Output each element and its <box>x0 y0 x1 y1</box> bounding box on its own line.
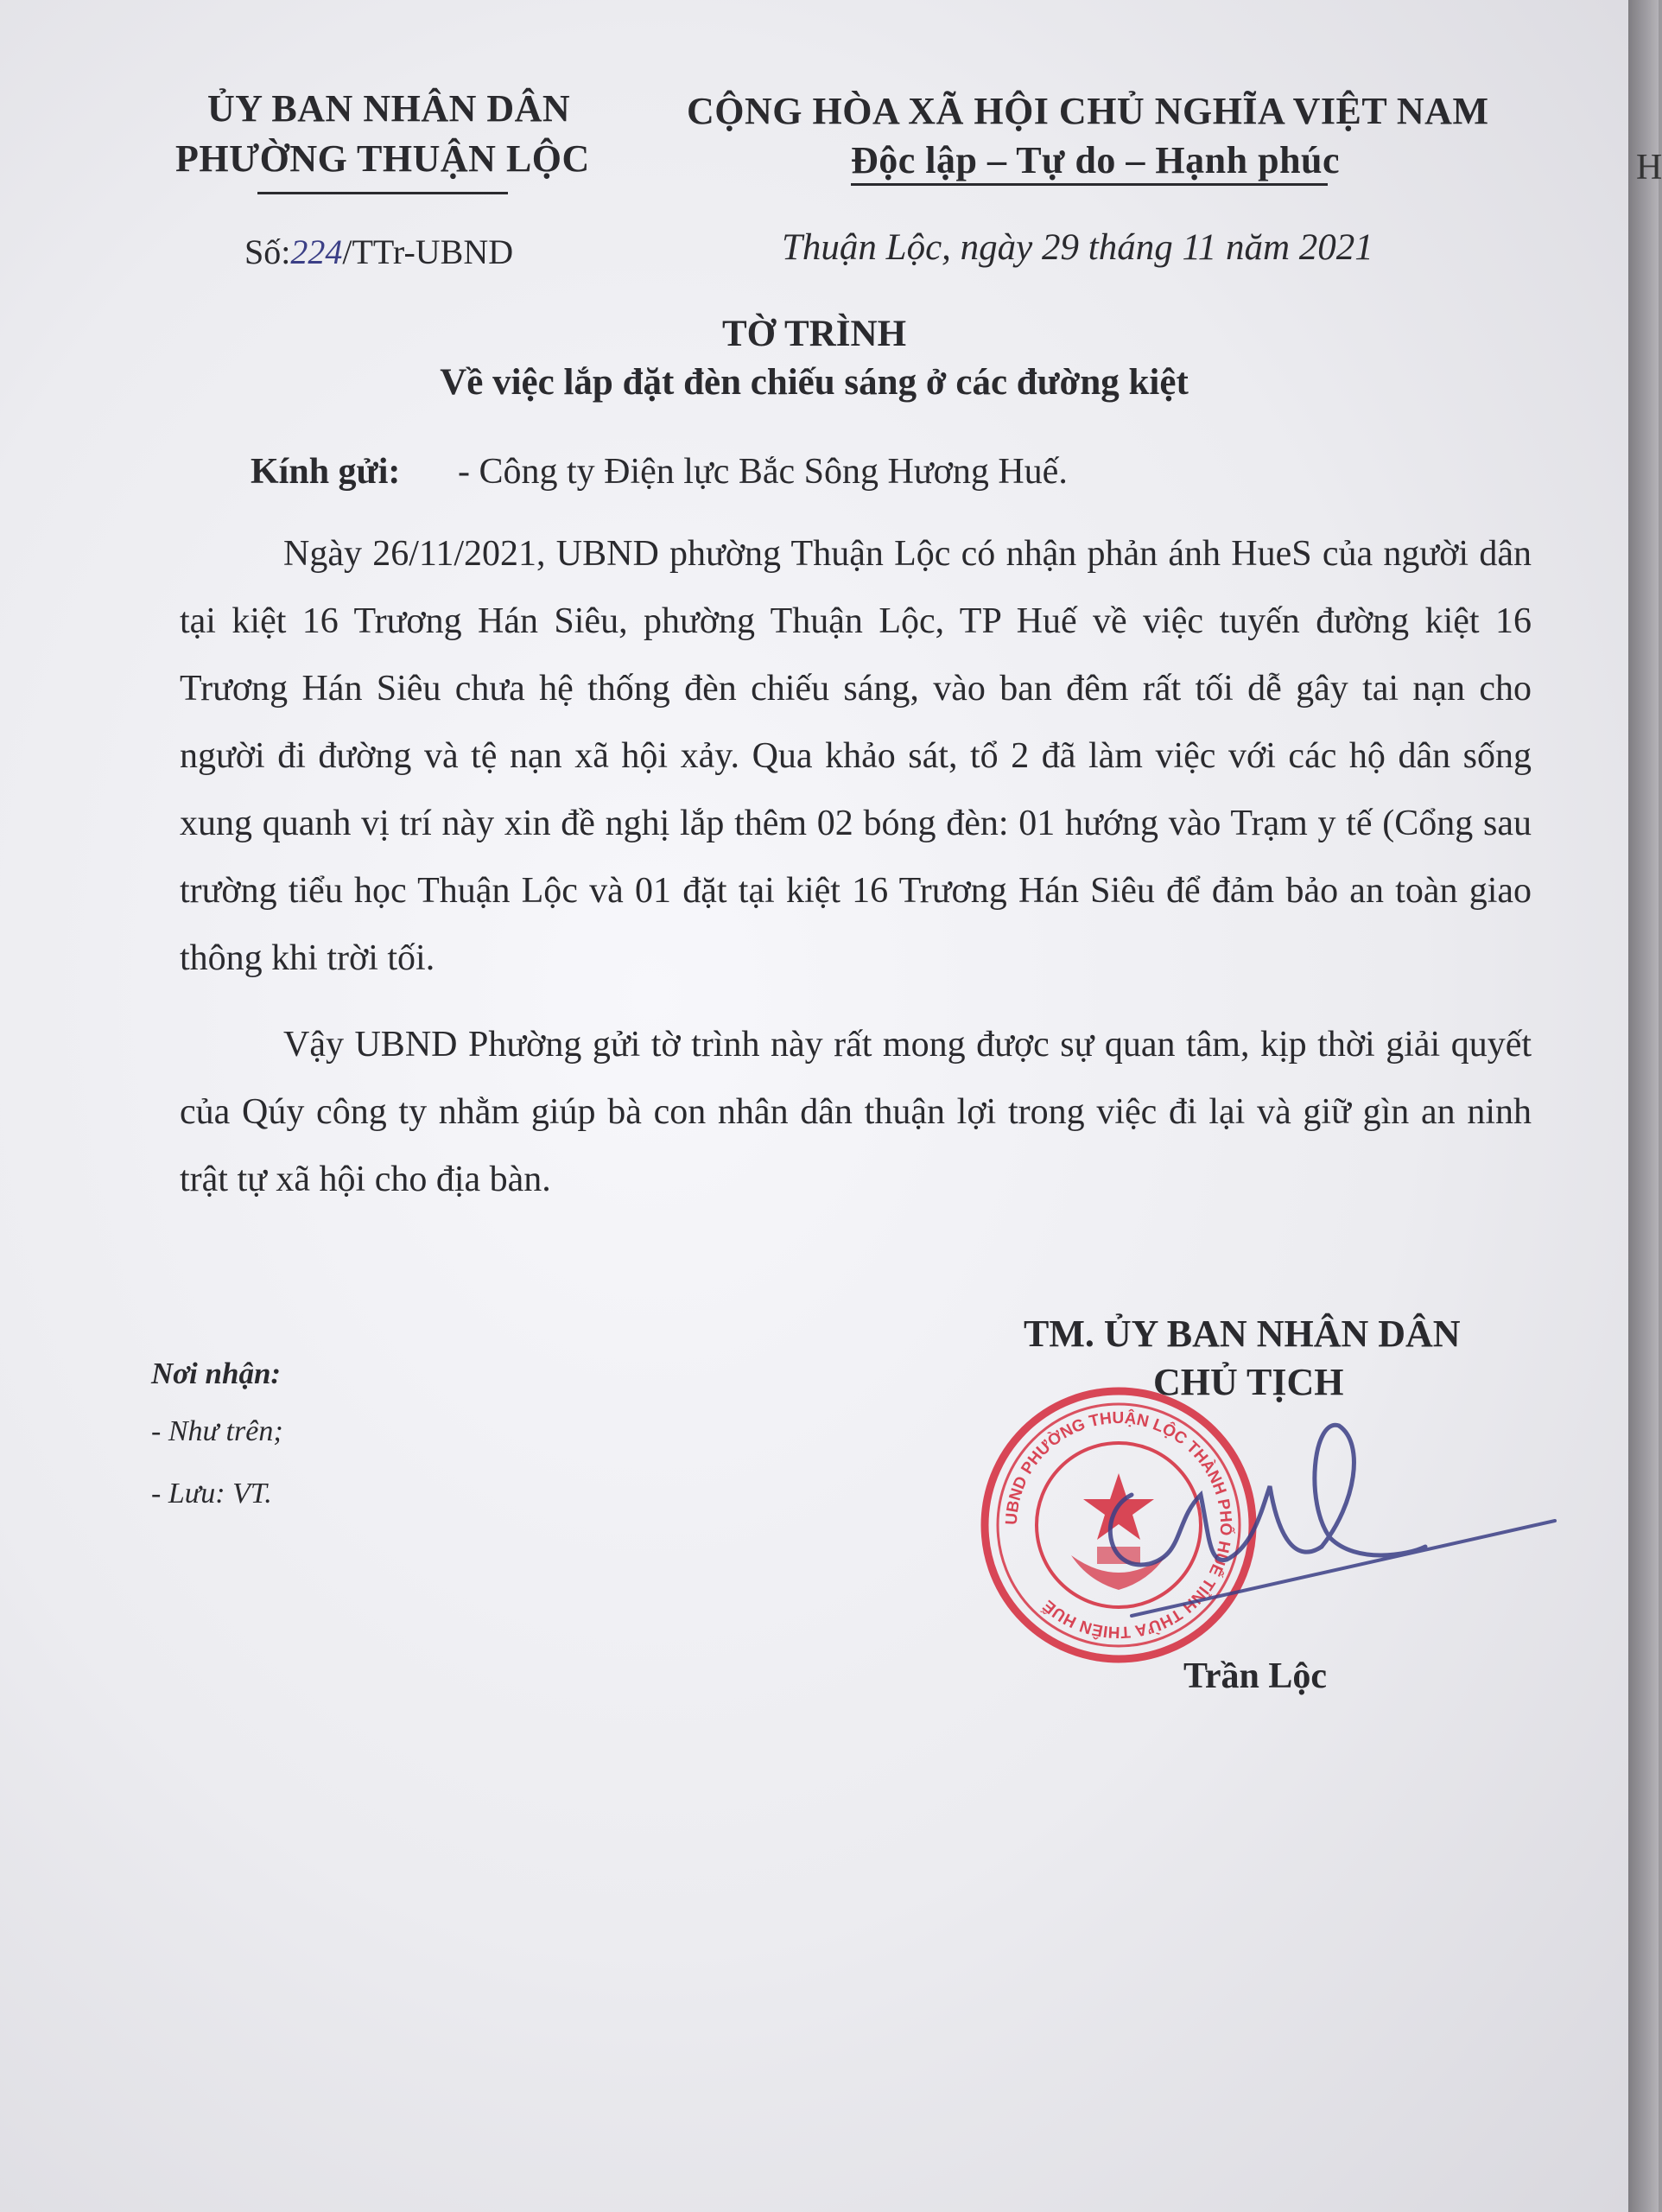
stamp-text: UBND PHƯỜNG THUẬN LỘC THÀNH PHỐ HUẾ TỈNH THỪA THIÊN HUẾ <box>1002 1408 1235 1642</box>
page-edge <box>1628 0 1659 2212</box>
issuer-line2-text: PHƯỜNG THUẬN LỘC <box>175 137 590 180</box>
addressee-label: Kính gửi: <box>251 452 401 492</box>
document-number <box>244 232 513 272</box>
date-line: Thuận Lộc, ngày 29 tháng 11 năm 2021 <box>782 227 1373 268</box>
edge-mark: H <box>1636 148 1662 188</box>
motto-underline <box>851 183 1328 186</box>
issuer-line2 <box>175 137 590 181</box>
recipient-item: - Lưu: VT. <box>151 1478 272 1510</box>
signature-title: TM. ỦY BAN NHÂN DÂN <box>1024 1313 1461 1355</box>
signer-name: Trần Lộc <box>1183 1656 1328 1696</box>
addressee-value: - Công ty Điện lực Bắc Sông Hương Huế. <box>458 452 1068 492</box>
motto: Độc lập – Tự do – Hạnh phúc <box>851 139 1341 181</box>
handwritten-number: 224 <box>290 232 343 271</box>
paragraph-1: Ngày 26/11/2021, UBND phường Thuận Lộc có nhận phản ánh HueS của người dân tại kiệt 16 Trương Hán Siêu, phường Thuận Lộc, TP Huế về việc tuyến đường kiệt 16 Trương Hán Siêu chưa hệ thống đèn chiếu sáng, vào ban đêm rất tối dễ gây tai nạn cho người đi đường và tệ nạn xã hội xảy. Qua khảo sát, tổ 2 đã làm việc với các hộ dân sống xung quanh vị trí này xin đề nghị lắp thêm 02 bóng đèn: 01 hướng vào Trạm y tế (Cổng sau trường tiểu học Thuận Lộc và 01 đặt tại kiệt 16 Trương Hán Siêu để đảm bảo an toàn giao thông khi trời tối. <box>180 534 1532 978</box>
number-suffix: /TTr-UBND <box>342 232 514 271</box>
signature-role: CHỦ TỊCH <box>1153 1361 1344 1403</box>
recipient-item: - Như trên; <box>151 1415 283 1447</box>
recipients-label: Nơi nhận: <box>151 1357 282 1390</box>
signature-scribble <box>1080 1391 1581 1624</box>
issuer-underline <box>257 192 508 194</box>
country-name: CỘNG HÒA XÃ HỘI CHỦ NGHĨA VIỆT NAM <box>687 90 1489 132</box>
paragraph-2: Vậy UBND Phường gửi tờ trình này rất mong được sự quan tâm, kịp thời giải quyết của Qúy công ty nhằm giúp bà con nhân dân thuận lợi trong việc đi lại và giữ gìn an ninh trật tự xã hội cho địa bàn. <box>180 1025 1532 1199</box>
document-title: TỜ TRÌNH <box>721 314 907 354</box>
document-subject: Về việc lắp đặt đèn chiếu sáng ở các đường kiệt <box>440 362 1189 403</box>
number-prefix: Số: <box>244 232 291 271</box>
issuer-line1: ỦY BAN NHÂN DÂN <box>207 87 571 130</box>
